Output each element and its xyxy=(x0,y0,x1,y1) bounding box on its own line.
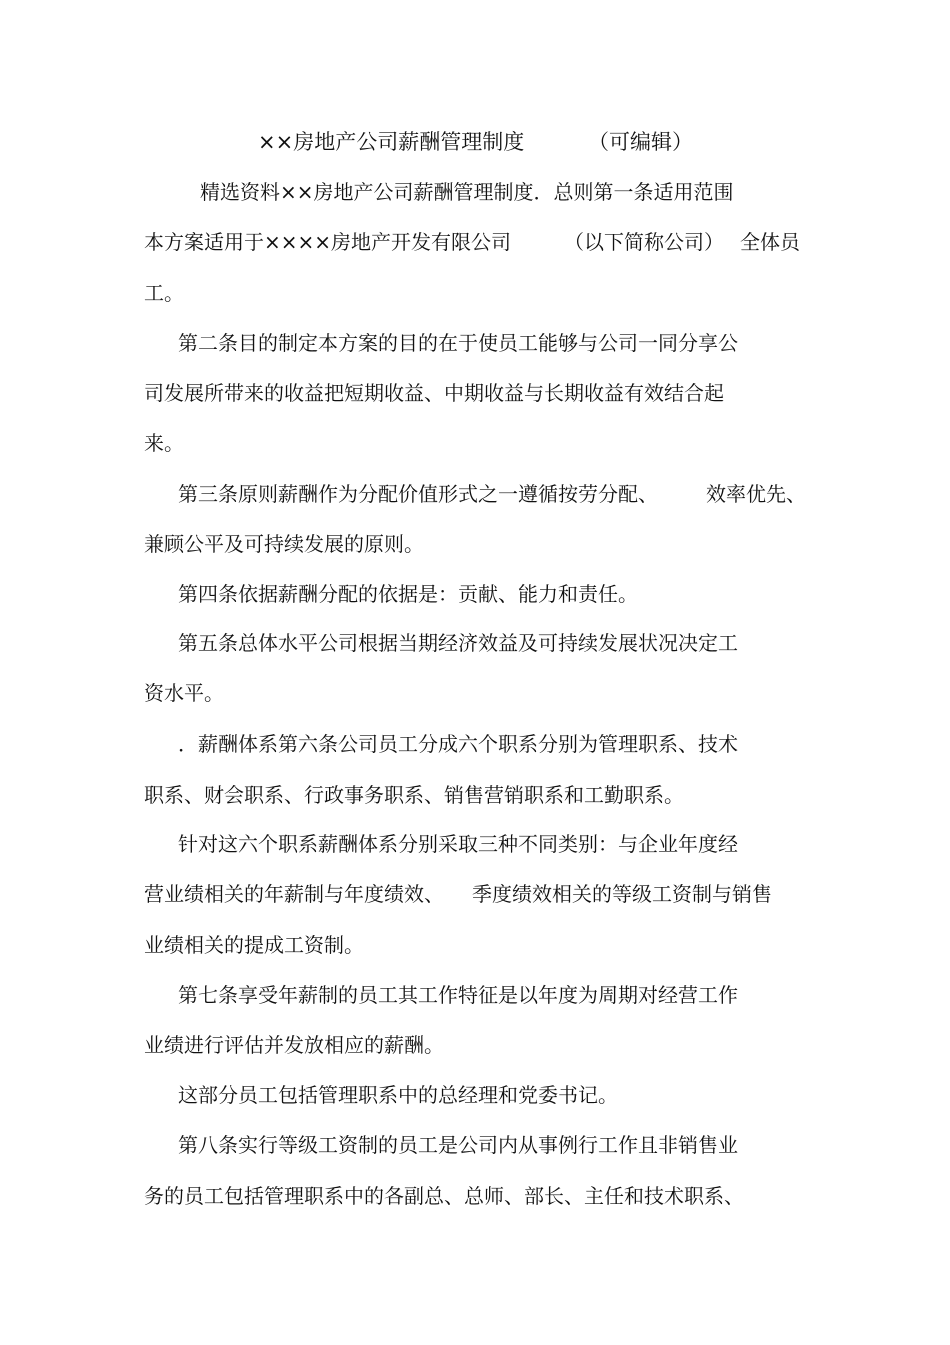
line-text: 第八条实行等级工资制的员工是公司内从事例行工作且非销售业 xyxy=(178,1133,738,1157)
line-text: 工。 xyxy=(144,281,184,305)
text-line xyxy=(144,227,804,257)
line-text: 资水平。 xyxy=(144,681,224,705)
line-text: 效率优先、 xyxy=(706,482,806,506)
document-title xyxy=(0,126,950,158)
line-text: ．薪酬体系第六条公司员工分成六个职系分别为管理职系、技术 xyxy=(178,732,738,756)
line-text: 这部分员工包括管理职系中的总经理和党委书记。 xyxy=(178,1083,618,1107)
line-text: 第七条享受年薪制的员工其工作特征是以年度为周期对经营工作 xyxy=(178,983,738,1007)
line-text: 季度绩效相关的等级工资制与销售 xyxy=(472,882,772,906)
text-line xyxy=(178,479,808,509)
line-text: 第五条总体水平公司根据当期经济效益及可持续发展状况决定工 xyxy=(178,631,738,655)
text-line xyxy=(144,879,794,909)
line-text: 第三条原则薪酬作为分配价值形式之一遵循按劳分配、 xyxy=(178,482,658,506)
line-text: 业绩相关的提成工资制。 xyxy=(144,933,364,957)
line-text: 业绩进行评估并发放相应的薪酬。 xyxy=(144,1033,444,1057)
title-suffix: （可编辑） xyxy=(588,130,693,154)
line-text: 第二条目的制定本方案的目的在于使员工能够与公司一同分享公 xyxy=(178,331,738,355)
line-text: 精选资料××房地产公司薪酬管理制度．总则第一条适用范围 xyxy=(200,180,734,204)
line-text: 营业绩相关的年薪制与年度绩效、 xyxy=(144,882,444,906)
line-text: 务的员工包括管理职系中的各副总、总师、部长、主任和技术职系、 xyxy=(144,1184,744,1208)
line-text: （以下简称公司） xyxy=(564,230,724,254)
line-text: 针对这六个职系薪酬体系分别采取三种不同类别：与企业年度经 xyxy=(178,832,738,856)
line-text: 来。 xyxy=(144,431,184,455)
line-text: 兼顾公平及可持续发展的原则。 xyxy=(144,532,424,556)
title-text: ××房地产公司薪酬管理制度 xyxy=(258,130,525,154)
line-text: 本方案适用于××××房地产开发有限公司 xyxy=(144,230,512,254)
line-text: 第四条依据薪酬分配的依据是：贡献、能力和责任。 xyxy=(178,582,638,606)
line-text: 全体员 xyxy=(740,230,800,254)
line-text: 司发展所带来的收益把短期收益、中期收益与长期收益有效结合起 xyxy=(144,381,724,405)
line-text: 职系、财会职系、行政事务职系、销售营销职系和工勤职系。 xyxy=(144,783,684,807)
